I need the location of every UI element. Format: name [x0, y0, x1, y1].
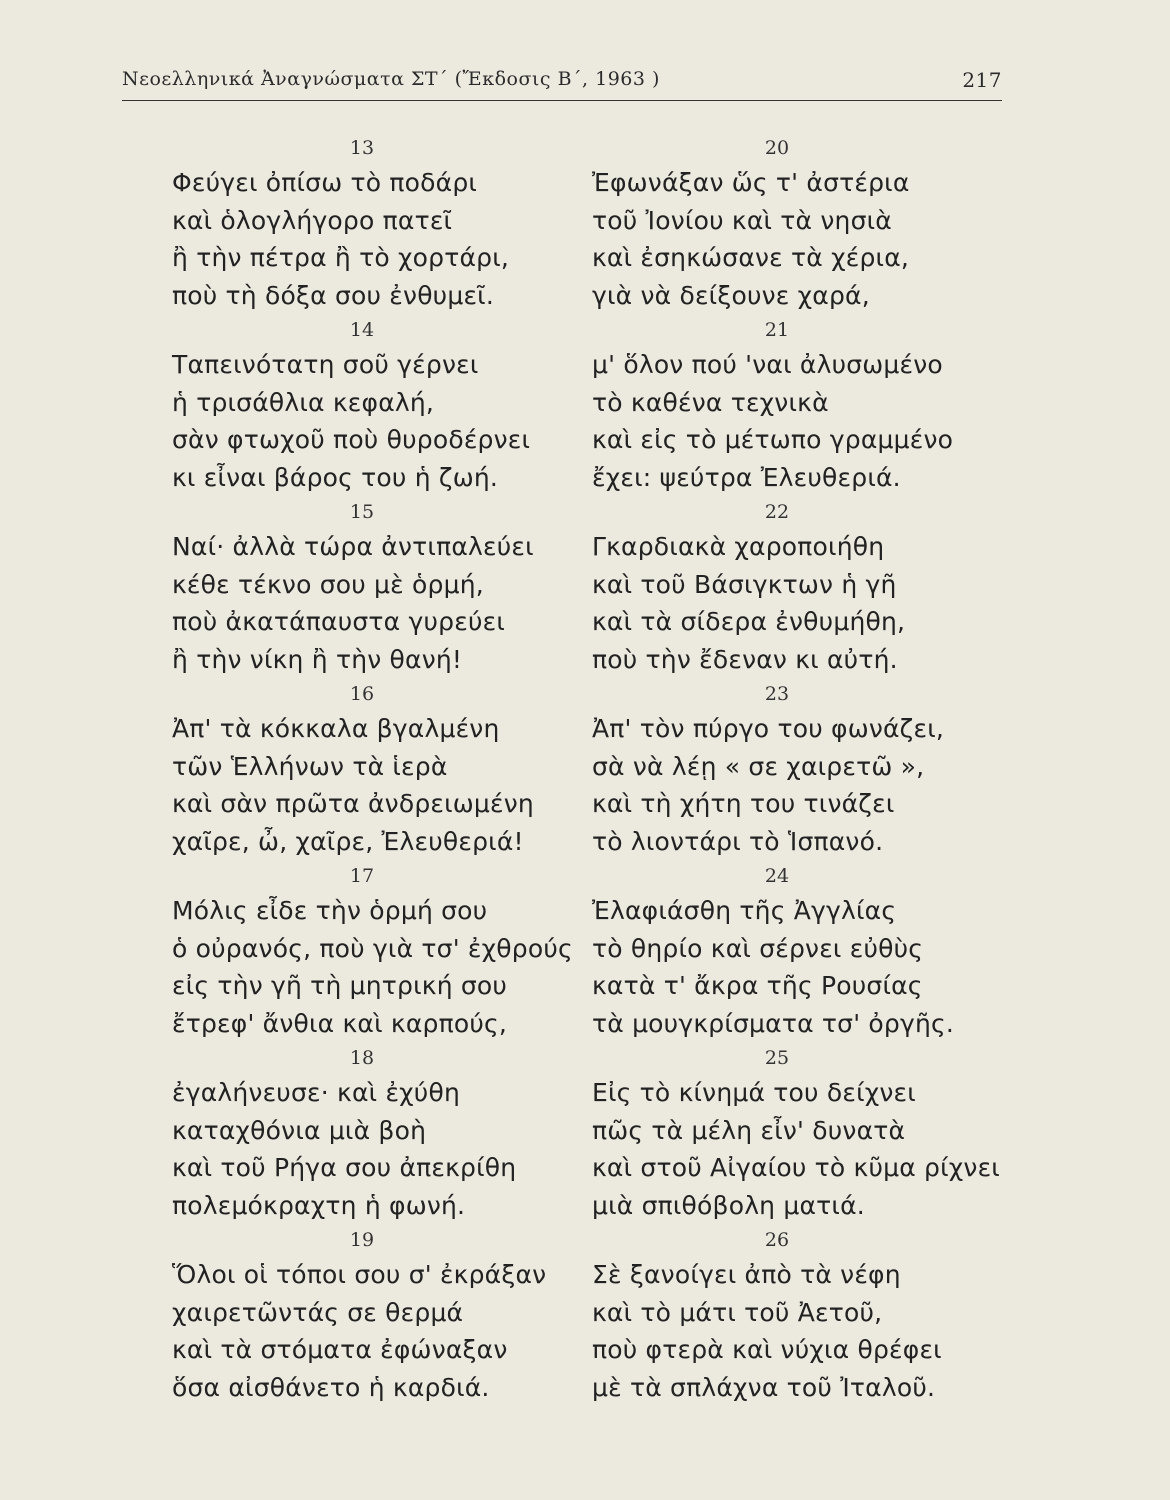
header-rule [122, 100, 1002, 101]
verse-line: ἢ τὴν πέτρα ἢ τὸ χορτάρι, [172, 243, 510, 272]
verse-line: Ὅλοι οἱ τόποι σου σ' ἐκράξαν [172, 1260, 547, 1289]
verse-line: Ἐλαφιάσθη τῆς Ἀγγλίας [592, 896, 897, 925]
verse-line: ἡ τρισάθλια κεφαλή, [172, 387, 435, 417]
running-header [122, 64, 1002, 98]
verse-line: ἢ τὴν νίκη ἢ τὴν θανή! [172, 644, 463, 674]
verse-line: Γκαρδιακὰ χαροποιήθη [592, 532, 885, 561]
verse-line: χαιρετῶντάς σε θερμά [172, 1297, 464, 1327]
verse-line: μ' ὅλον πού 'ναι ἀλυσωμένο [592, 350, 943, 379]
stanza [172, 678, 612, 860]
verse-line: Ἐφωνάξαν ὥς τ' ἀστέρια [592, 168, 910, 197]
verse-line: Μόλις εἶδε τὴν ὁρμή σου [172, 896, 488, 925]
stanza [172, 314, 612, 496]
verse-line: Ναί· ἀλλὰ τώρα ἀντιπαλεύει [172, 532, 534, 561]
stanza [592, 678, 1012, 860]
verse-line: Σὲ ξανοίγει ἀπὸ τὰ νέφη [592, 1260, 901, 1289]
verse-line: γιὰ νὰ δείξουνε χαρά, [592, 280, 870, 310]
verse-line: καὶ στοῦ Αἰγαίου τὸ κῦμα ρίχνει [592, 1153, 1000, 1182]
verse-line: Φεύγει ὀπίσω τὸ ποδάρι [172, 168, 478, 197]
stanza-number: 13 [349, 137, 375, 159]
verse-line: καταχθόνια μιὰ βοὴ [172, 1115, 427, 1145]
stanza-number: 23 [764, 683, 790, 705]
verse-line: ἔχει: ψεύτρα Ἐλευθεριά. [592, 462, 901, 492]
verse-line: μὲ τὰ σπλάχνα τοῦ Ἰταλοῦ. [592, 1372, 936, 1402]
verse-line: πῶς τὰ μέλη εἶν' δυνατὰ [592, 1115, 906, 1145]
stanza [172, 132, 612, 314]
verse-line: κατὰ τ' ἄκρα τῆς Ρουσίας [592, 971, 923, 1000]
stanza-number: 24 [764, 865, 790, 887]
verse-line: τὸ θηρίο καὶ σέρνει εὐθὺς [592, 933, 924, 963]
verse-line: καὶ τὰ στόματα ἐφώναξαν [172, 1335, 508, 1364]
stanza-number: 19 [349, 1229, 375, 1251]
running-title: Νεοελληνικά Ἀναγνώσματα ΣΤ΄ (Ἔκδοσις Β΄, 1963 ) [122, 68, 660, 90]
verse-line: Εἰς τὸ κίνημά του δείχνει [592, 1078, 916, 1107]
verse-line: ὅσα αἰσθάνετο ἡ καρδιά. [172, 1372, 490, 1402]
stanza-number: 15 [349, 501, 375, 523]
verse-line: ἔτρεφ' ἄνθια καὶ καρπούς, [172, 1008, 508, 1038]
verse-line: καὶ ἐσηκώσανε τὰ χέρια, [592, 243, 910, 272]
verse-line: ποὺ τὴ δόξα σου ἐνθυμεῖ. [172, 280, 494, 310]
verse-line: καὶ τὸ μάτι τοῦ Ἀετοῦ, [592, 1297, 883, 1327]
verse-line: ποὺ τὴν ἔδεναν κι αὐτή. [592, 644, 898, 674]
stanza-number: 22 [764, 501, 790, 523]
verse-line: Ταπεινότατη σοῦ γέρνει [172, 350, 479, 379]
stanza [172, 1042, 612, 1224]
verse-line: τοῦ Ἰονίου καὶ τὰ νησιὰ [592, 205, 892, 235]
stanza [592, 860, 1012, 1042]
stanza [592, 1224, 1012, 1406]
stanza-number: 16 [349, 683, 375, 705]
stanza [172, 860, 612, 1042]
verse-line: εἰς τὴν γῆ τὴ μητρική σου [172, 971, 508, 1000]
verse-line: σὰν φτωχοῦ ποὺ θυροδέρνει [172, 425, 531, 454]
verse-line: κι εἶναι βάρος του ἡ ζωή. [172, 462, 499, 492]
verse-line: πολεμόκραχτη ἡ φωνή. [172, 1190, 466, 1220]
stanza [592, 1042, 1012, 1224]
verse-line: σὰ νὰ λέῃ « σε χαιρετῶ », [592, 751, 925, 781]
stanza [592, 314, 1012, 496]
stanza [592, 132, 1012, 314]
verse-line: Ἀπ' τὸν πύργο του φωνάζει, [592, 714, 945, 743]
verse-line: ποὺ φτερὰ καὶ νύχια θρέφει [592, 1335, 942, 1364]
stanza [172, 496, 612, 678]
stanza-number: 14 [349, 319, 375, 341]
left-column [172, 132, 612, 1406]
verse-line: κέθε τέκνο σου μὲ ὁρμή, [172, 569, 484, 599]
verse-line: καὶ σὰν πρῶτα ἀνδρειωμένη [172, 789, 534, 818]
verse-line: ἐγαλήνευσε· καὶ ἐχύθη [172, 1078, 461, 1107]
verse-line: καὶ τὰ σίδερα ἐνθυμήθη, [592, 607, 906, 636]
verse-line: χαῖρε, ὦ, χαῖρε, Ἐλευθεριά! [172, 826, 524, 856]
verse-line: Ἀπ' τὰ κόκκαλα βγαλμένη [172, 714, 500, 743]
verse-line: καὶ εἰς τὸ μέτωπο γραμμένο [592, 425, 954, 454]
stanza-number: 25 [764, 1047, 790, 1069]
verse-line: καὶ τοῦ Ρήγα σου ἀπεκρίθη [172, 1153, 517, 1182]
verse-line: καὶ τοῦ Βάσιγκτων ἡ γῆ [592, 569, 897, 599]
verse-line: τὸ λιοντάρι τὸ Ἱσπανό. [592, 826, 884, 856]
verse-line: καὶ ὁλογλήγορο πατεῖ [172, 205, 453, 235]
stanza [172, 1224, 612, 1406]
stanza-number: 21 [764, 319, 790, 341]
verse-line: ὁ οὐρανός, ποὺ γιὰ τσ' ἐχθρούς [172, 933, 573, 963]
stanza-number: 26 [764, 1229, 790, 1251]
page-number: 217 [962, 68, 1002, 92]
verse-line: τῶν Ἑλλήνων τὰ ἱερὰ [172, 751, 448, 781]
verse-line: ποὺ ἀκατάπαυστα γυρεύει [172, 607, 505, 636]
verse-line: μιὰ σπιθόβολη ματιά. [592, 1190, 865, 1220]
stanza-number: 20 [764, 137, 790, 159]
stanza-number: 18 [349, 1047, 375, 1069]
verse-line: τὸ καθένα τεχνικὰ [592, 387, 829, 417]
verse-line: τὰ μουγκρίσματα τσ' ὀργῆς. [592, 1008, 955, 1038]
verse-line: καὶ τὴ χήτη του τινάζει [592, 789, 895, 818]
stanza [592, 496, 1012, 678]
right-column [592, 132, 1012, 1406]
stanza-number: 17 [349, 865, 375, 887]
